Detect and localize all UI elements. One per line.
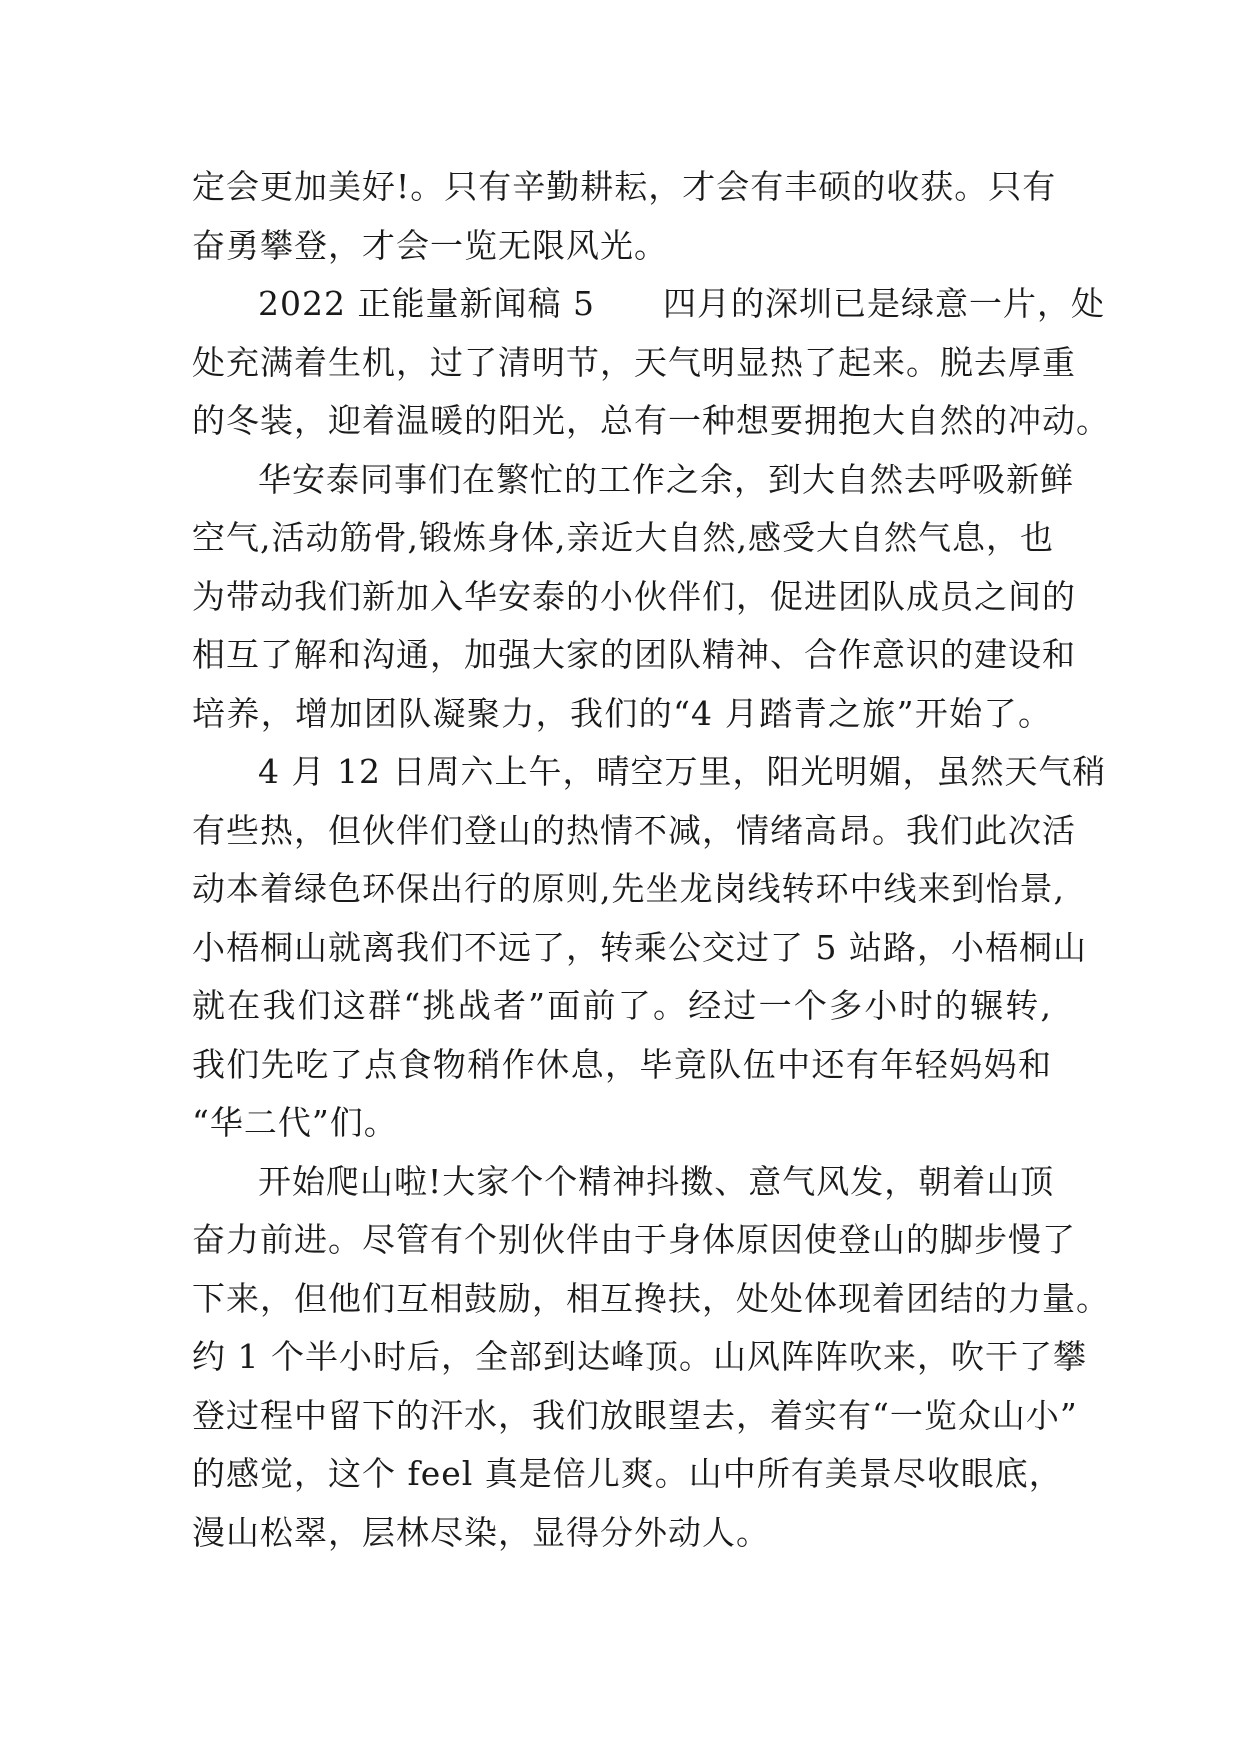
text-line: 处充满着生机，过了清明节，天气明显热了起来。脱去厚重 [192, 342, 1076, 382]
text-line: 2022 正能量新闻稿 5 四月的深圳已是绿意一片，处 [258, 284, 1105, 323]
text-line: 登过程中留下的汗水，我们放眼望去，着实有“一览众山小” [192, 1395, 1078, 1435]
text-line: 动本着绿色环保出行的原则,先坐龙岗线转环中线来到怡景, [192, 869, 1065, 908]
text-line: 下来，但他们互相鼓励，相互搀扶，处处体现着团结的力量。 [192, 1278, 1110, 1318]
text-line: 空气,活动筋骨,锻炼身体,亲近大自然,感受大自然气息，也 [192, 518, 1054, 557]
text-line: 漫山松翠，层林尽染，显得分外动人。 [192, 1512, 770, 1552]
text-line: 开始爬山啦!大家个个精神抖擞、意气风发，朝着山顶 [258, 1161, 1055, 1201]
text-line: 4 月 12 日周六上午，晴空万里，阳光明媚，虽然天气稍 [258, 752, 1107, 791]
text-line: 奋勇攀登，才会一览无限风光。 [192, 225, 668, 265]
text-line: 就在我们这群“挑战者”面前了。经过一个多小时的辗转, [192, 986, 1052, 1025]
text-line: 的感觉，这个 feel 真是倍儿爽。山中所有美景尽收眼底， [192, 1454, 1063, 1493]
text-line: 定会更加美好!。只有辛勤耕耘，才会有丰硕的收获。只有 [192, 167, 1057, 206]
text-line: 为带动我们新加入华安泰的小伙伴们，促进团队成员之间的 [192, 576, 1076, 616]
text-line: 培养，增加团队凝聚力，我们的“4 月踏青之旅”开始了。 [192, 693, 1052, 733]
text-line: “华二代”们。 [192, 1103, 398, 1142]
text-line: 华安泰同事们在繁忙的工作之余，到大自然去呼吸新鲜 [258, 459, 1074, 499]
text-line: 我们先吃了点食物稍作休息，毕竟队伍中还有年轻妈妈和 [192, 1044, 1052, 1084]
text-line: 相互了解和沟通，加强大家的团队精神、合作意识的建设和 [192, 635, 1076, 674]
text-line: 有些热，但伙伴们登山的热情不减，情绪高昂。我们此次活 [192, 810, 1076, 850]
text-line: 小梧桐山就离我们不远了，转乘公交过了 5 站路，小梧桐山 [192, 927, 1087, 967]
text-line: 奋力前进。尽管有个别伙伴由于身体原因使登山的脚步慢了 [192, 1220, 1076, 1259]
text-line: 约 1 个半小时后，全部到达峰顶。山风阵阵吹来，吹干了攀 [192, 1337, 1087, 1376]
text-line: 的冬装，迎着温暖的阳光，总有一种想要拥抱大自然的冲动。 [192, 401, 1110, 440]
document-body [192, 158, 1110, 1562]
